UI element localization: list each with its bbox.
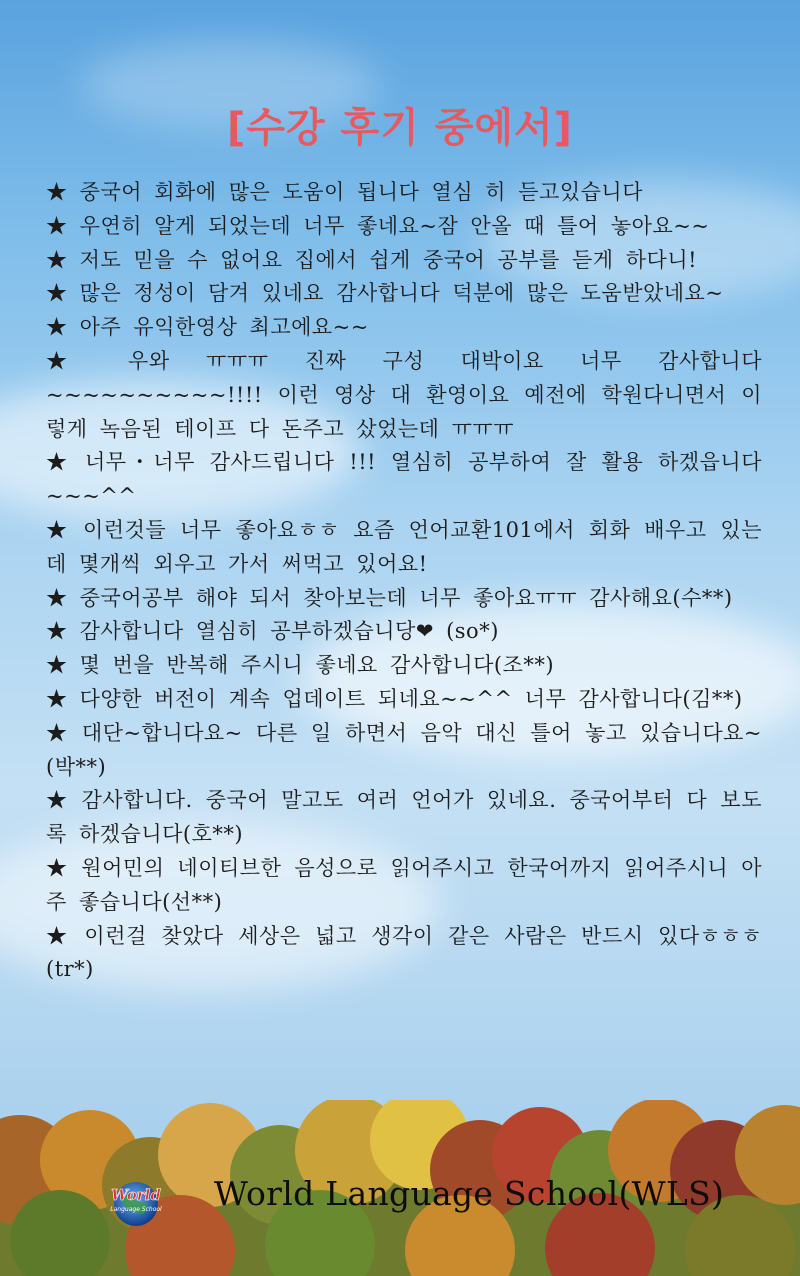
- review-item: ★ 아주 유익한영상 최고에요~~: [46, 315, 369, 340]
- review-item: ★ 우와 ㅠㅠㅠ 진짜 구성 대박이요 너무 감사합니다 ~~~~~~~~~~!!!! 이런 영상 대 환영이요 예전에 학원다니면서 이렇게 녹음된 테이프 다 돈주고 샀었는데 ㅠㅠㅠ: [46, 348, 762, 441]
- brand-name: World Language School(WLS): [214, 1174, 725, 1213]
- review-list: [46, 176, 762, 987]
- footer: [0, 1168, 800, 1238]
- review-item: ★ 중국어 회화에 많은 도움이 됩니다 열심 히 듣고있습니다: [46, 180, 643, 204]
- review-item: ★ 다양한 버전이 계속 업데이트 되네요~~^^ 너무 감사합니다(김**): [46, 686, 743, 711]
- logo-text: World: [111, 1186, 161, 1204]
- review-item: ★ 이런것들 너무 좋아요ㅎㅎ 요즘 언어교환101에서 회화 배우고 있는데 몇개씩 외우고 가서 써먹고 있어요!: [46, 517, 762, 576]
- review-item: ★ 너무・너무 감사드립니다 !!! 열심히 공부하여 잘 활용 하겠읍니다~~~^^: [46, 450, 762, 509]
- logo-subtext: Language School: [110, 1206, 162, 1213]
- review-item: ★ 저도 믿을 수 없어요 집에서 쉽게 중국어 공부를 듣게 하다니!: [46, 247, 698, 272]
- review-item: ★ 대단~합니다요~ 다른 일 하면서 음악 대신 틀어 놓고 있습니다요~(박**): [46, 720, 762, 779]
- page-title: [수강 후기 중에서]: [227, 105, 573, 151]
- review-item: ★ 많은 정성이 담겨 있네요 감사합니다 덕분에 많은 도움받았네요~: [46, 281, 724, 306]
- review-item: ★ 이런걸 찾았다 세상은 넓고 생각이 같은 사람은 반드시 있다ㅎㅎㅎ(tr*): [46, 923, 762, 982]
- review-item: ★ 중국어공부 해야 되서 찾아보는데 너무 좋아요ㅠㅠ 감사해요(수**): [46, 585, 733, 610]
- review-item: ★ 몇 번을 반복해 주시니 좋네요 감사합니다(조**): [46, 653, 555, 678]
- review-item: ★ 우연히 알게 되었는데 너무 좋네요~잠 안올 때 틀어 놓아요~~: [46, 213, 710, 238]
- globe-logo-icon: [106, 1176, 166, 1228]
- review-item: ★ 감사합니다 열심히 공부하겠습니당❤ (so*): [46, 619, 499, 644]
- review-item: ★ 원어민의 네이티브한 음성으로 읽어주시고 한국어까지 읽어주시니 아주 좋습니다(선**): [46, 855, 762, 914]
- review-item: ★ 감사합니다. 중국어 말고도 여러 언어가 있네요. 중국어부터 다 보도록 하겠습니다(호**): [46, 788, 762, 847]
